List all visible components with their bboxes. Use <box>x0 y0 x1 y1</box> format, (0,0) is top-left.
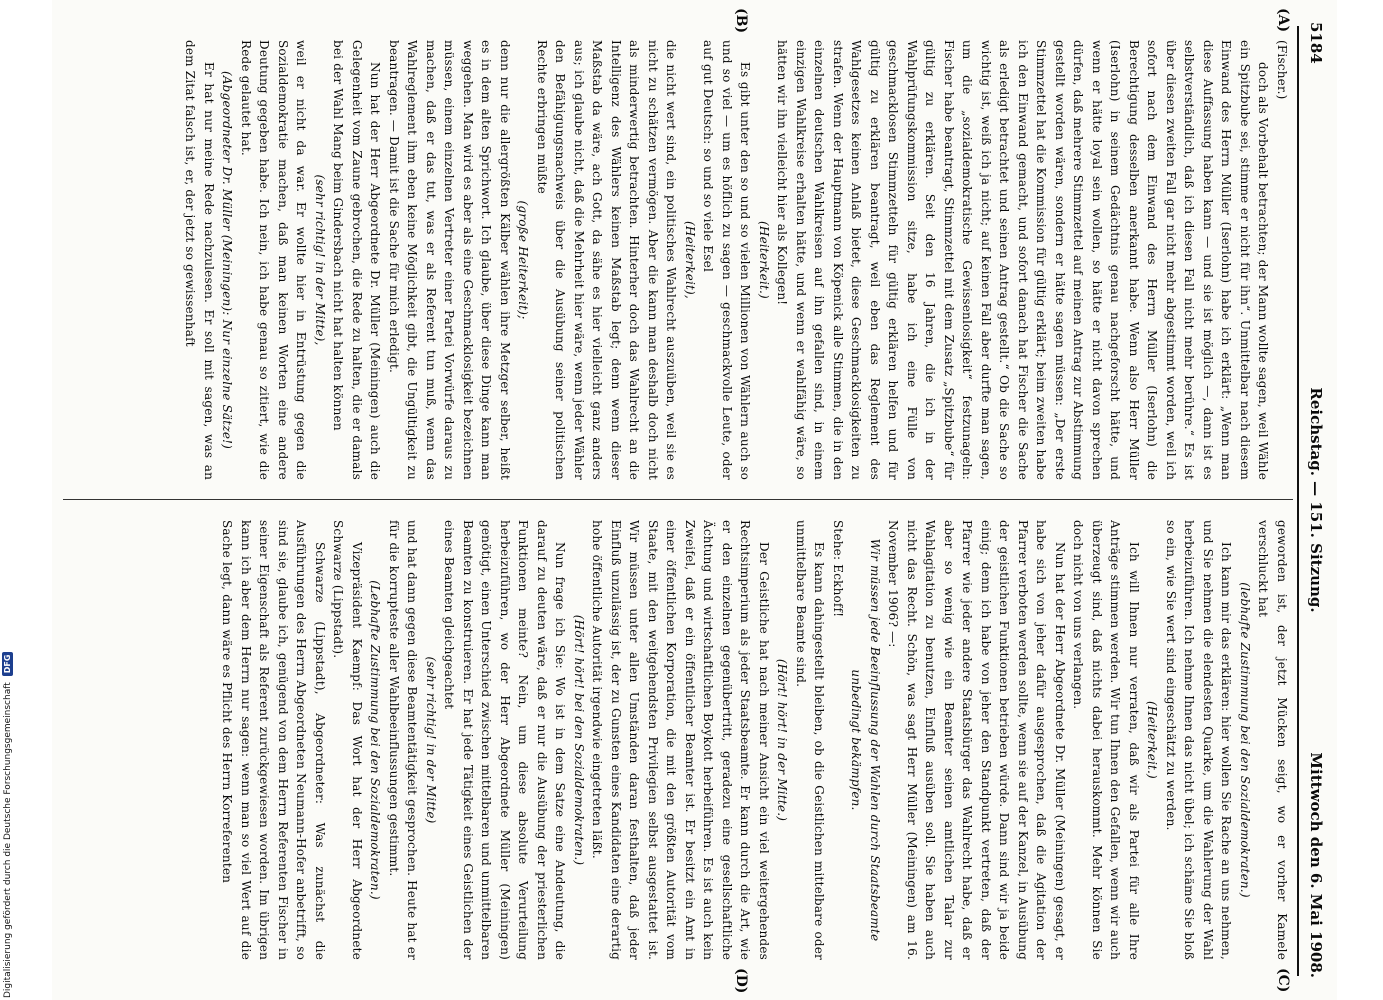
dfg-logo: DFG <box>2 652 13 677</box>
newspaper-page <box>52 0 1337 1000</box>
interjection: (sehr richtig! in der Mitte) <box>424 656 438 824</box>
right-text-column <box>71 520 1291 960</box>
paragraph: Stehe: Eckhoff! <box>831 520 845 618</box>
interjection: (sehr richtig! in der Mitte), <box>313 174 327 346</box>
interjection: (große Heiterkeit); <box>516 200 531 320</box>
speaker-label: (Fischer.) <box>1275 40 1289 100</box>
interjection: (Lebhafte Zustimmung bei den Sozialdemokraten.) <box>368 580 383 900</box>
paragraph: und hat dann gegen diese Beamtentätigkeit gesprochen. Heute hat er für die korrupteste aller Wahlbeeinflussungen gestimmt. <box>387 520 420 960</box>
interjection: (lebhafte Zustimmung bei den Sozialdemokraten.) <box>1238 582 1252 898</box>
paragraph: Nun frage ich Sie: Wo ist in dem Satze eine Andeutung, die darauf zu deuten wäre, daß er nur die Ausübung der priesterlichen Funktionen meinte? Nein, um diese absolute Verurteilung herbeizuführen, wo der Herr Abgeordnete Müller (Meiningen) genötigt, einen Unterschied zwischen mittelbaren und unmittelbaren Beamten zu konstruieren. Er hat jede Tätigkeit eines Geistlichen der eines Beamten gleichgeachtet <box>442 520 568 960</box>
interjection: (Abgeordneter Dr. Müller (Meiningen): Nur einzelne Sätze!) <box>220 70 235 450</box>
presiding-remark: Vizepräsident Kaempf: Das Wort hat der Herr Abgeordnete Schwarze (Lippstadt). <box>331 520 364 960</box>
margin-marker-b: (B) <box>733 8 749 34</box>
page-number: 5184 <box>1307 22 1325 64</box>
page-header <box>1303 22 1325 978</box>
margin-marker-a: (A) <box>1275 8 1291 33</box>
interjection: (Heiterkeit.) <box>1145 701 1160 779</box>
paragraph: Ich kann mir das erklären: hier wollen Sie Rache an uns nehmen, und Sie nehmen die elendesten Quarke, um die Wahlerung der Wahl herbeizuführen. Ich nehme Ihnen das nicht übel; ich schäme Sie bloß so ein, wie Sie wert sind eingeschätzt zu werden. <box>1164 520 1234 960</box>
paragraph: die nicht wert sind, ein politisches Wahlrecht auszuüben, weil sie es nicht zu schätzen vermögen. Aber die kann man deshalb doch nicht als minderwertig betrachten. Hinterher doch das Wahlrecht an die Intelligenz des Wählers keinen Maßstab legt; denn wenn dieser Maßstab da wäre, ach Gott, da sähe es hier vielleicht ganz anders aus; ich glaube nicht, daß die Mehrheit hier wäre, wenn jeder Wähler den Befähigungsnachweis über die Ausübung seiner politischen Rechte erbringen müßte <box>535 40 679 480</box>
paragraph: weil er nicht da war. Er wollte hier in Entrüstung gegen die Sozialdemokratie machen, daß man keinen Worten eine andere Deutung gegeben habe. Ich nein, ich habe genau so zitiert, wie die Rede gelautet hat. <box>239 40 309 480</box>
paragraph: doch als Vorbehalt betrachten; der Mann wollte sagen, weil Wähle ein Spitzbube sei, stimme er nicht für ihn“. Unmittelbar nach diesem Einwand des Herrn Müller (Iserlohn) habe ich erklärt: „Wenn man diese Auffassung haben kann — und sie ist möglich —, dann ist es selbstverständlich, daß ich diesen Fall nicht mehr berühre.“ Es ist über diesen zweiten Fall gar nicht mehr abgestimmt worden, weil ich sofort nach dem Einwand des Herrn Müller (Iserlohn) die Berechtigung desselben anerkannt habe. Wenn also Herr Müller (Iserlohn) in seinem Gedächtnis genau nachgeforscht hätte, und wenn er hätte loyal sein wollen, so hätte er nicht davon sprechen dürfen, daß mehrere Stimmzettel auf meinen Antrag zur Abstimmung gestellt worden wären, sondern er hätte sagen müssen: „Der erste Stimmzettel hat die Kommission für gültig erklärt; beim zweiten habe ich den Einwand gemacht, und sofort danach hat Fischer die Sache als erledigt betrachtet und seinen Antrag gestellt.“ Ob die Sache so wichtig ist, weiß ich ja nicht; auf keinen Fall aber durfte man sagen, um die „sozialdemokratische Gewissenlosigkeit“ festzunageln: Fischer habe beantragt, Stimmzettel mit dem Zusatz „Spitzbube“ für gültig zu erklären. Seit den 16 Jahren, die ich in der Wahlprüfungskommission sitze, habe ich eine Fülle von geschmacklosen Stimmzetteln für gültig erklären helfen und für gültig zu erklären beantragt, weil eben das Reglement des Wahlgesetzes keinen Anlaß bietet, diese Geschmacklosigkeiten zu strafen. Wenn der Hauptmann von Köpenick alle Stimmen, die in den einzelnen deutschen Wahlkreisen auf ihn gefallen sind, in einem einzigen Wahlkreise erhalten hätte, und wenn er wahlfähig wäre, so hätten wir ihn vielleicht hier als Kollegen! <box>775 40 1271 480</box>
interjection: (Heiterkeit.) <box>757 221 771 299</box>
paragraph: Ich will Ihnen nur verraten, daß wir als Partei für alle Ihre Anträge stimmen werden. Wir tun Ihnen den Gefallen, wenn wir auch überzeugt sind, daß nichts dabei herauskommt. Mehr können Sie doch nicht von uns verlangen. <box>1071 520 1141 960</box>
margin-marker-c: (C) <box>1275 968 1291 993</box>
paragraph: Nun hat der Herr Abgeordnete Dr. Müller (Meiningen) auch die Gelegenheit vom Zaune gebrochen, die Rede zu halten, die er damals bei der Wahl Mang beim Gindersbach nicht hat halten können <box>331 40 383 480</box>
quotation: Der Geistliche hat nach meiner Ansicht ein viel weitergehendes Rechtsimperium als jeder Staatsbeamte. Er kann durch die Art, wie er den einzelnen gegenübertritt, geradezu eine gesellschaftliche Ächtung und wirtschaftlichen Boykott herbeiführen. Es ist auch kein Zweifel, daß er ein öffentlicher Beamter ist. Er besitzt ein Amt in einer öffentlichen Korporation, die mit den größten Autorität vom Staate, mit den weitgehendsten Privilegien selbst ausgestattet ist. Wir müssen unter allen Umständen daran festhalten, daß jeder Einfluß unzulässig ist, der zu Gunsten eines Kandidaten eine derartig hohe öffentliche Autorität irgendwie eingetreten läßt. <box>590 520 771 960</box>
header-rule <box>1297 26 1299 976</box>
digitization-credit <box>2 652 13 998</box>
left-text-column <box>71 40 1291 480</box>
quotation: Wir müssen jede Beeinflussung der Wahlen durch Staatsbeamte unbedingt bekämpfen. <box>849 538 882 942</box>
paragraph: Schwarze (Lippstadt), Abgeordneter: Was zunächst die Ausführungen des Herrn Abgeordneten Neumann-Hofer anbetrifft, so sind sie, glaube ich, genügend von dem Herrn Referenten Fischer in seiner Eigenschaft als Referent zurückgewiesen worden. Im übrigen kann ich aber dem Herrn nur sagen: wenn man so viel Wert auf die Sache legt, dann wäre es Pflicht des Herrn Korreferenten <box>220 520 327 960</box>
paragraph: Er hat nur meine Rede nachzulesen. Er soll mit sagen, was an dem Zitat falsch ist, er, der jetzt so gewissenhaft <box>183 40 216 480</box>
page-date: Mittwoch den 6. Mai 1908. <box>1307 752 1325 978</box>
interjection: (Heiterkeit), <box>683 221 697 299</box>
paragraph: Nun hat der Herr Abgeordnete Dr. Müller (Meiningen) gesagt, er habe sich von jeher dafür ausgesprochen, daß die Agitation der Pfarrer verboten werden sollte, wenn sie auf der Kanzel, in Ausübung der geistlichen Funktionen betrieben würde. Dann sind wir ja beide einig; denn ich habe von jeher den Standpunkt vertreten, daß der Pfarrer wie jeder andere Staatsbürger das Wahlrecht habe, daß er aber so wenig wie ein Beamter seinen amtlichen Talar zur Wahlagitation zu benutzen, Einfluß ausüben soll. Sie haben auch nicht das Recht. Schön, was sagt Herr Müller (Meiningen) am 16. November 1906? —: <box>886 520 1067 960</box>
column-divider <box>63 499 1293 500</box>
paragraph: Es gibt unter den so und so vielen Millionen von Wählern auch so und so viel — um es höflich zu sagen — geschmackvolle Leute, oder auf gut Deutsch: so und so viele Esel <box>701 40 753 480</box>
margin-marker-d: (D) <box>733 968 749 994</box>
interjection: (Hört! hört! in der Mitte.) <box>775 658 790 822</box>
paragraph: geworden ist, der jetzt Mücken seigt, wo er vorher Kamele verschluckt hat <box>1256 520 1289 960</box>
credit-text: Digitalisierung gefördert durch die Deutsche Forschungsgemeinschaft <box>2 682 13 998</box>
page-title: Reichstag. — 151. Sitzung. <box>1307 387 1325 613</box>
interjection: (Hört! hört! bei den Sozialdemokraten.) <box>572 614 586 866</box>
quotation: Es kann dahingestellt bleiben, ob die Geistlichen mittelbare oder unmittelbare Beamte sind. <box>794 520 827 960</box>
paragraph: denn nur die allergrößten Kälber wählen ihre Metzger selber, heißt es in dem alten Sprichwort. Ich glaube, über diese Dinge kann man weggehen. Man wird es aber als eine Geschmacklosigkeit bezeichnen müssen, einem einzelnen Vertreter einer Partei Vorwürfe daraus zu machen, daß er das tut, was er als Referent tun muß, wenn das Wahlreglement ihm eben keine Möglichkeit gibt, die Ungültigkeit zu beantragen. — Damit ist die Sache für mich erledigt. <box>387 40 512 480</box>
